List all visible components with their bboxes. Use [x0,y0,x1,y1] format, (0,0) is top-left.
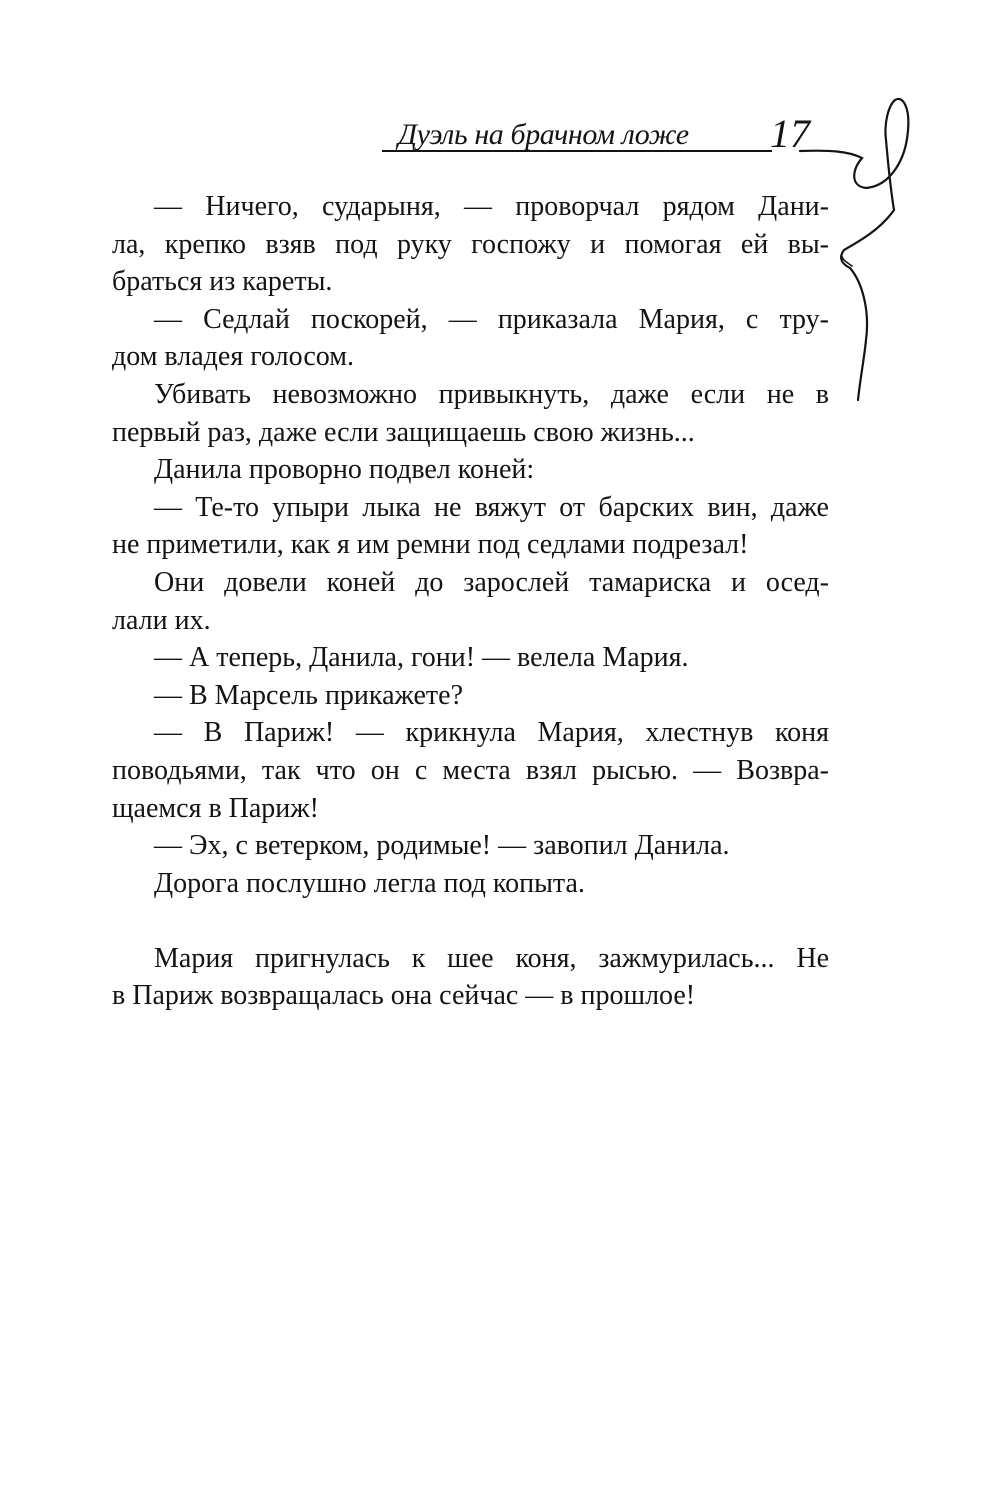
text-line: — Эх, с ветерком, родимые! — завопил Данила. [154,830,730,862]
text-line: первый раз, даже если защищаешь свою жизнь... [112,416,695,448]
running-title: Дуэль на брачном ложе [398,118,689,151]
text-line: щаемся в Париж! [112,792,319,824]
text-line: дом владея голосом. [112,341,354,373]
text-line: лали их. [112,604,211,636]
paragraph-break [112,902,829,940]
text-line: поводьями, так что он с места взял рысью. — Возвра- [112,754,829,786]
text-line: в Париж возвращалась она сейчас — в прошлое! [112,980,696,1012]
text-line: Они довели коней до зарослей тамариска и осед- [154,566,829,598]
text-line: — Седлай поскорей, — приказала Мария, с тру- [154,303,829,335]
text-line: Мария пригнулась к шее коня, зажмурилась... Не [154,942,829,974]
text-line: — Ничего, сударыня, — проворчал рядом Дани- [154,191,829,222]
text-line: Данила проворно подвел коней: [154,454,535,486]
text-line: Убивать невозможно привыкнуть, даже если не в [154,378,829,410]
text-line: браться из кареты. [112,266,333,298]
text-line: ла, крепко взяв под руку госпожу и помогая ей вы- [112,228,829,260]
text-line: не приметили, как я им ремни под седлами подрезал! [112,529,749,561]
text-line: — Те-то упыри лыка не вяжут от барских вин, даже [154,491,829,523]
page-number: 17 [770,111,810,156]
text-line: Дорога послушно легла под копыта. [154,867,585,899]
body-text [112,188,829,1015]
text-line: — А теперь, Данила, гони! — велела Мария. [154,642,689,674]
text-line: — В Марсель прикажете? [154,679,464,711]
text-line: — В Париж! — крикнула Мария, хлестнув коня [154,717,829,749]
